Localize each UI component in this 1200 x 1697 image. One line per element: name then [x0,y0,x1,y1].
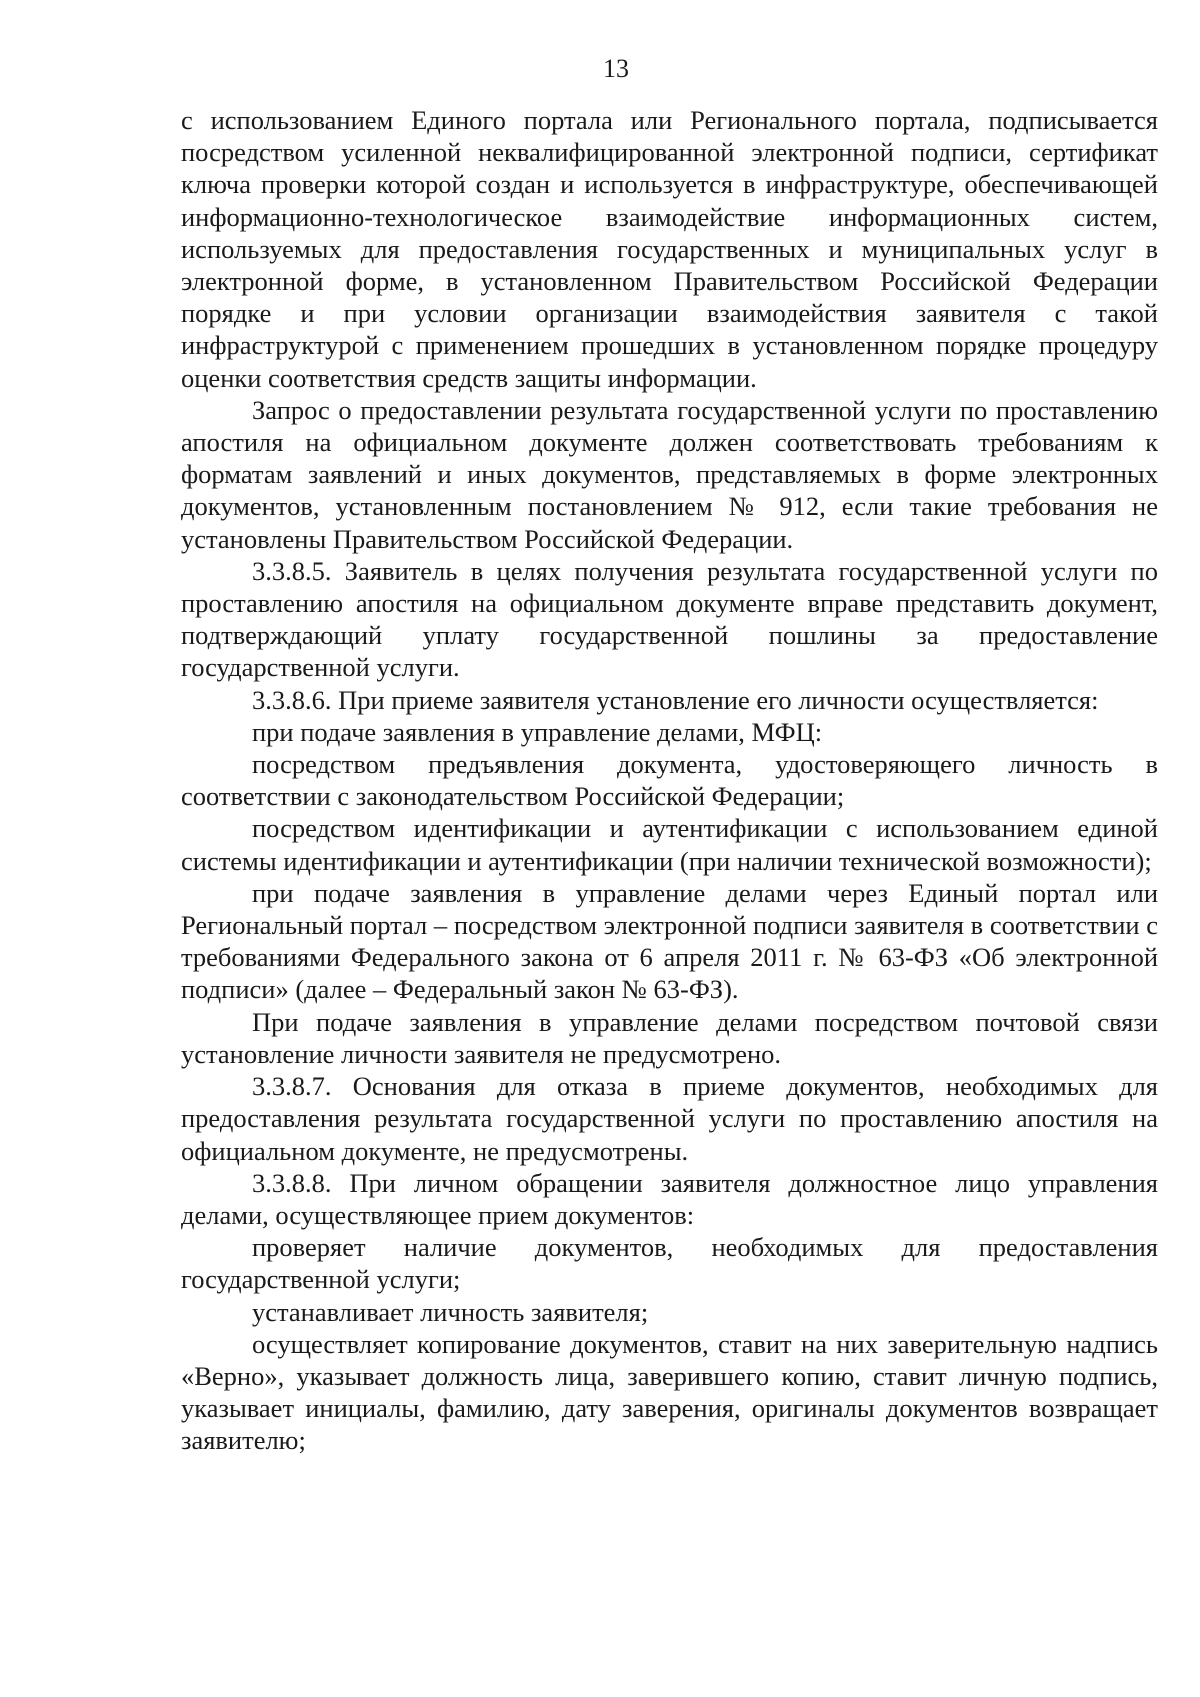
paragraph-3-3-8-8: 3.3.8.8. При личном обращении заявителя должностное лицо управления делами, осуществляющее прием документов: [181,1167,1158,1230]
paragraph-esignature: с использованием Единого портала или Регионального портала, подписывается посредством усиленной неквалифицированной электронной подписи, сертификат ключа проверки которой создан и используется в инфраструктуре, обеспечивающей информационно-технологическое взаимодействие информационных систем, используемых для предоставления государственных и муниципальных услуг в электронной форме, в установленном Правительством Российской Федерации порядке и при условии организации взаимодействия заявителя с такой инфраструктурой с применением прошедших в установленном порядке процедуру оценки соответствия средств защиты информации. [181,105,1158,393]
paragraph-portal-submission: при подаче заявления в управление делами через Единый портал или Региональный портал – посредством электронной подписи заявителя в соответствии с требованиями Федерального закона от 6 апреля 2011 г. № 63-ФЗ «Об электронной подписи» (далее – Федеральный закон № 63-ФЗ). [181,877,1158,1005]
paragraph-3-3-8-5: 3.3.8.5. Заявитель в целях получения результата государственной услуги по проставлению апостиля на официальном документе вправе представить документ, подтверждающий уплату государственной пошлины за предоставление государственной услуги. [181,555,1158,683]
paragraph-3-3-8-7: 3.3.8.7. Основания для отказа в приеме документов, необходимых для предоставления результата государственной услуги по проставлению апостиля на официальном документе, не предусмотрены. [181,1071,1158,1166]
paragraph-3-3-8-6: 3.3.8.6. При приеме заявителя установление его личности осуществляется: [252,684,1099,715]
document-body [181,104,1158,1457]
paragraph-submission-office: при подаче заявления в управление делами, МФЦ: [252,716,823,747]
paragraph-postal-submission: При подаче заявления в управление делами посредством почтовой связи установление личности заявителя не предусмотрено. [181,1006,1158,1069]
paragraph-request-format: Запрос о предоставлении результата государственной услуги по проставлению апостиля на официальном документе должен соответствовать требованиям к форматам заявлений и иных документов, представляемых в форме электронных документов, установленным постановлением № 912, если такие требования не установлены Правительством Российской Федерации. [181,394,1158,554]
paragraph-copies-documents: осуществляет копирование документов, ставит на них заверительную надпись «Верно», указывает должность лица, заверившего копию, ставит личную подпись, указывает инициалы, фамилию, дату заверения, оригиналы документов возвращает заявителю; [181,1328,1158,1456]
page-number: 13 [603,54,629,83]
paragraph-identity-document: посредством предъявления документа, удостоверяющего личность в соответствии с законодательством Российской Федерации; [181,749,1158,812]
paragraph-checks-documents: проверяет наличие документов, необходимых для предоставления государственной услуги; [181,1232,1158,1295]
paragraph-establishes-identity: устанавливает личность заявителя; [252,1296,649,1327]
paragraph-identification-system: посредством идентификации и аутентификации с использованием единой системы идентификации и аутентификации (при наличии технической возможности); [181,813,1158,876]
